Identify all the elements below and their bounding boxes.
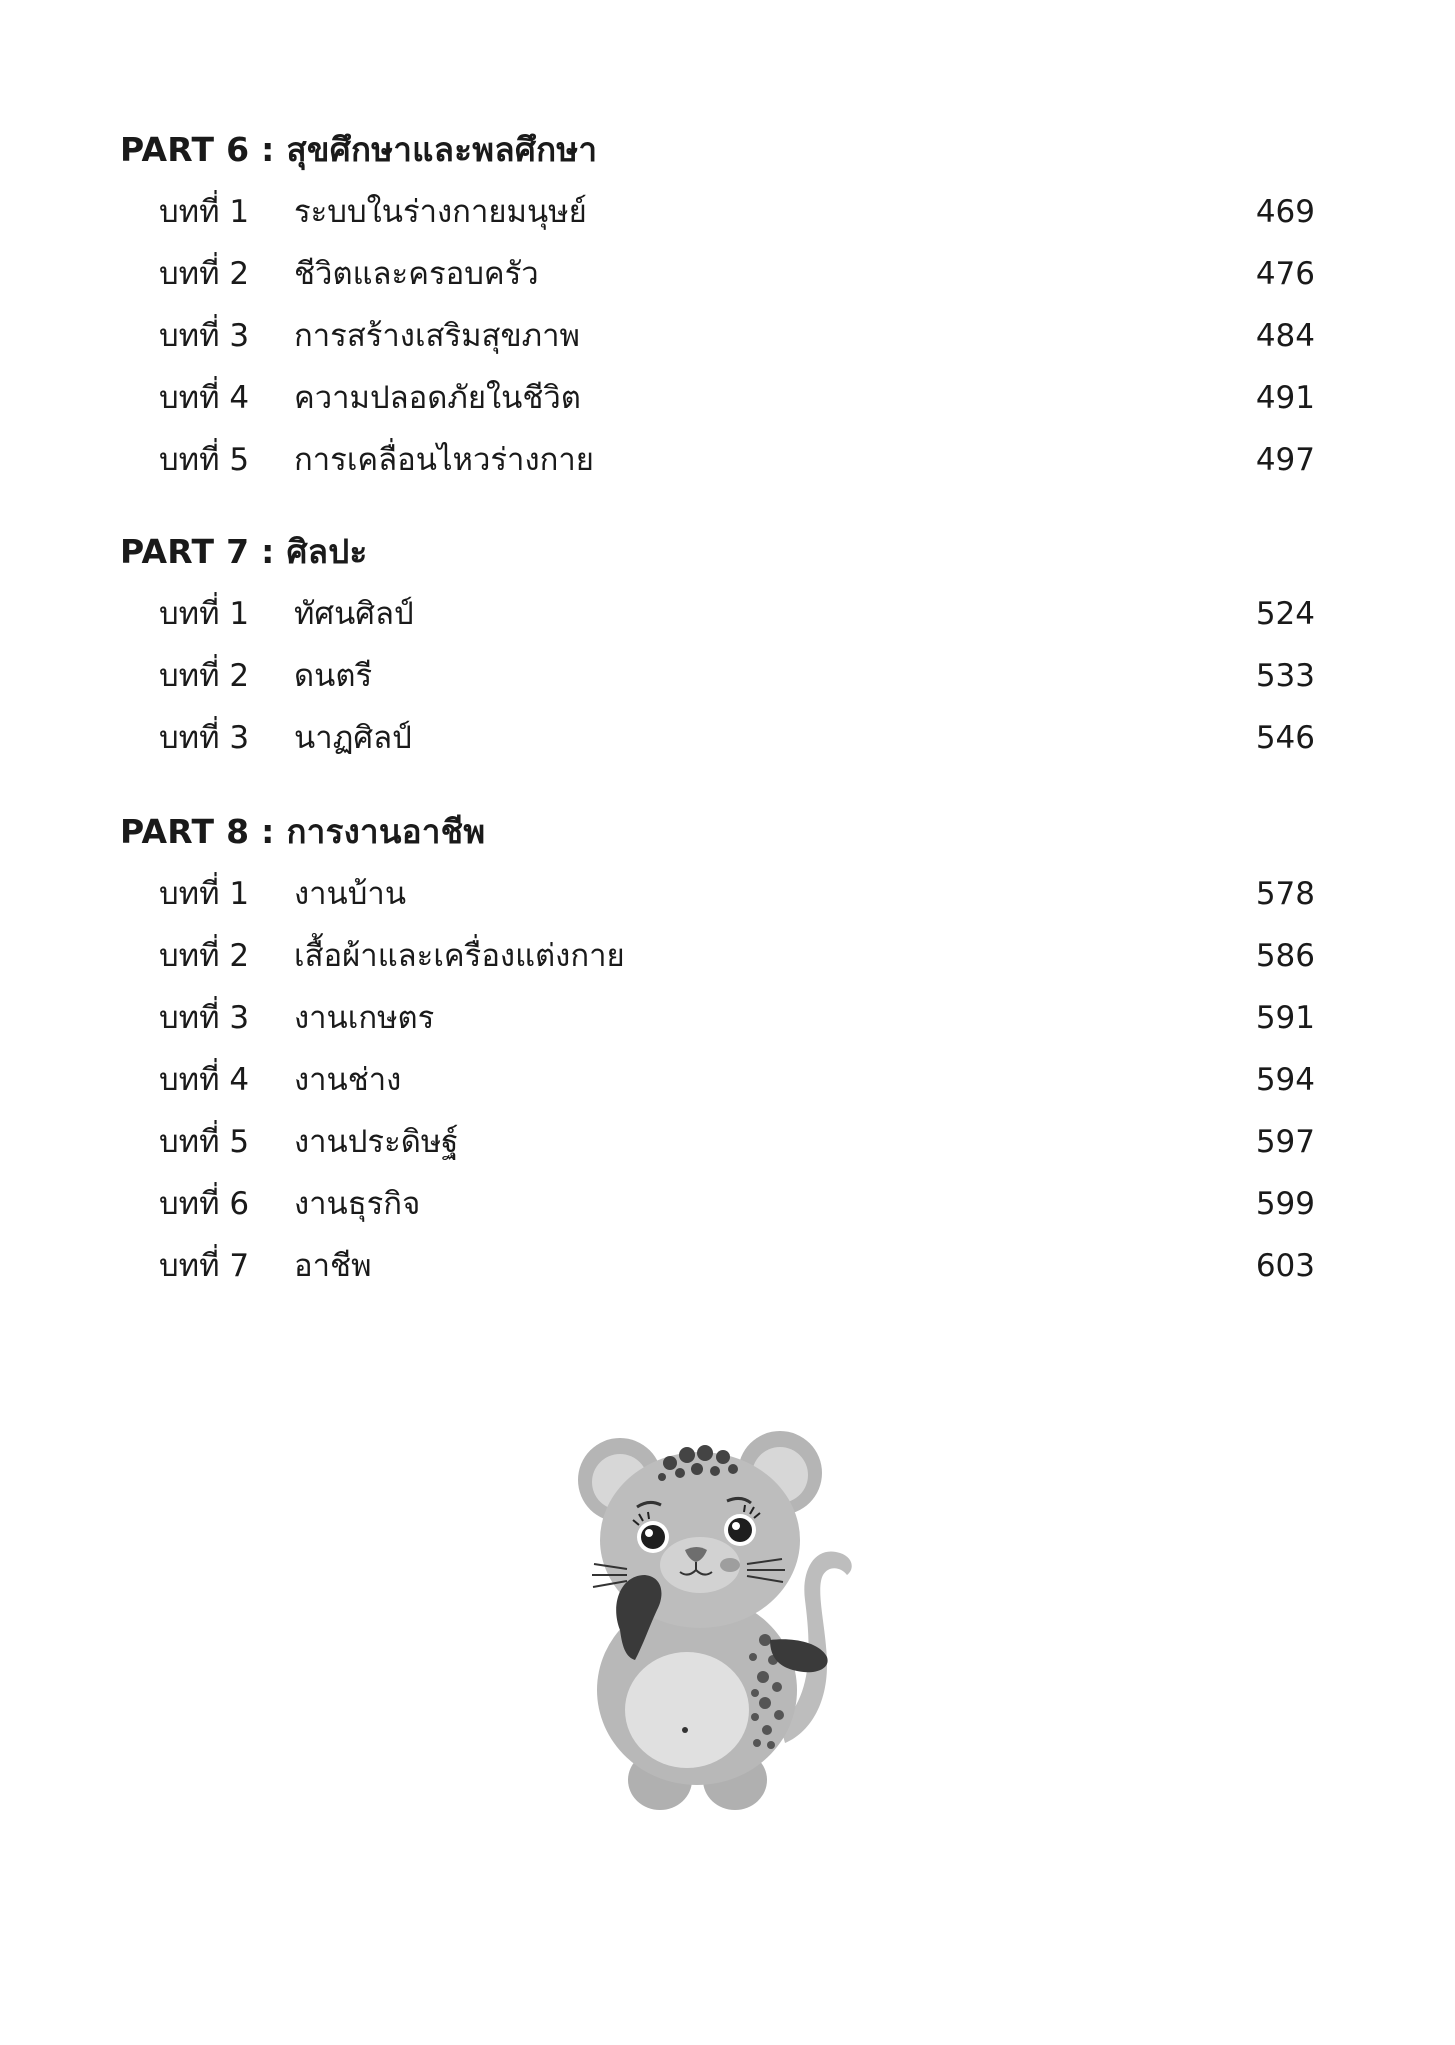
page-number: 597 — [1255, 1124, 1315, 1160]
chapter-label: บทที่ 6 — [159, 1186, 250, 1222]
chapter-title: เสื้อผ้าและเครื่องแต่งกาย — [294, 938, 625, 974]
page-number: 586 — [1255, 938, 1315, 974]
chapter-title: งานประดิษฐ์ — [294, 1124, 459, 1160]
toc-entry[interactable] — [0, 654, 1455, 698]
chapter-title: ทัศนศิลป์ — [294, 596, 414, 632]
chapter-title: งานเกษตร — [294, 1000, 435, 1036]
chapter-title: การเคลื่อนไหวร่างกาย — [294, 442, 594, 478]
chapter-title: นาฏศิลป์ — [294, 720, 412, 756]
chapter-label: บทที่ 4 — [159, 1062, 250, 1098]
page-number: 491 — [1255, 380, 1315, 416]
toc-entry[interactable] — [0, 1058, 1455, 1102]
chapter-label: บทที่ 2 — [159, 256, 250, 292]
toc-entry[interactable] — [0, 438, 1455, 482]
chapter-label: บทที่ 4 — [159, 380, 250, 416]
page-number: 497 — [1255, 442, 1315, 478]
page-number: 546 — [1255, 720, 1315, 756]
chapter-label: บทที่ 5 — [159, 1124, 250, 1160]
chapter-label: บทที่ 3 — [159, 720, 250, 756]
toc-entry[interactable] — [0, 190, 1455, 234]
chapter-title: งานช่าง — [294, 1062, 402, 1098]
chapter-title: ระบบในร่างกายมนุษย์ — [294, 194, 587, 230]
chapter-title: อาชีพ — [294, 1248, 372, 1284]
chapter-label: บทที่ 1 — [159, 596, 250, 632]
toc-entry[interactable] — [0, 252, 1455, 296]
part-heading: PART 7 : ศิลปะ — [120, 532, 368, 571]
page-number: 603 — [1255, 1248, 1315, 1284]
chapter-label: บทที่ 1 — [159, 194, 250, 230]
chapter-label: บทที่ 2 — [159, 938, 250, 974]
chapter-label: บทที่ 3 — [159, 318, 250, 354]
toc-entry[interactable] — [0, 934, 1455, 978]
chapter-title: ชีวิตและครอบครัว — [294, 256, 539, 292]
toc-entry[interactable] — [0, 872, 1455, 916]
chapter-label: บทที่ 3 — [159, 1000, 250, 1036]
page-number: 476 — [1255, 256, 1315, 292]
leopard-cub-icon — [565, 1425, 865, 1815]
page-number: 578 — [1255, 876, 1315, 912]
chapter-title: ความปลอดภัยในชีวิต — [294, 380, 581, 416]
toc-entry[interactable] — [0, 314, 1455, 358]
chapter-title: งานธุรกิจ — [294, 1186, 421, 1222]
toc-entry[interactable] — [0, 1244, 1455, 1288]
page-number: 599 — [1255, 1186, 1315, 1222]
page-number: 533 — [1255, 658, 1315, 694]
chapter-title: การสร้างเสริมสุขภาพ — [294, 318, 580, 354]
page-number: 591 — [1255, 1000, 1315, 1036]
page-number: 524 — [1255, 596, 1315, 632]
toc-entry[interactable] — [0, 1182, 1455, 1226]
chapter-label: บทที่ 7 — [159, 1248, 250, 1284]
toc-entry[interactable] — [0, 716, 1455, 760]
toc-entry[interactable] — [0, 376, 1455, 420]
chapter-title: งานบ้าน — [294, 876, 407, 912]
page-number: 594 — [1255, 1062, 1315, 1098]
part-heading: PART 8 : การงานอาชีพ — [120, 812, 486, 851]
chapter-label: บทที่ 2 — [159, 658, 250, 694]
page-number: 484 — [1255, 318, 1315, 354]
chapter-title: ดนตรี — [294, 658, 373, 694]
chapter-label: บทที่ 5 — [159, 442, 250, 478]
page-number: 469 — [1255, 194, 1315, 230]
toc-entry[interactable] — [0, 1120, 1455, 1164]
chapter-label: บทที่ 1 — [159, 876, 250, 912]
toc-entry[interactable] — [0, 996, 1455, 1040]
part-heading: PART 6 : สุขศึกษาและพลศึกษา — [120, 130, 598, 169]
toc-entry[interactable] — [0, 592, 1455, 636]
